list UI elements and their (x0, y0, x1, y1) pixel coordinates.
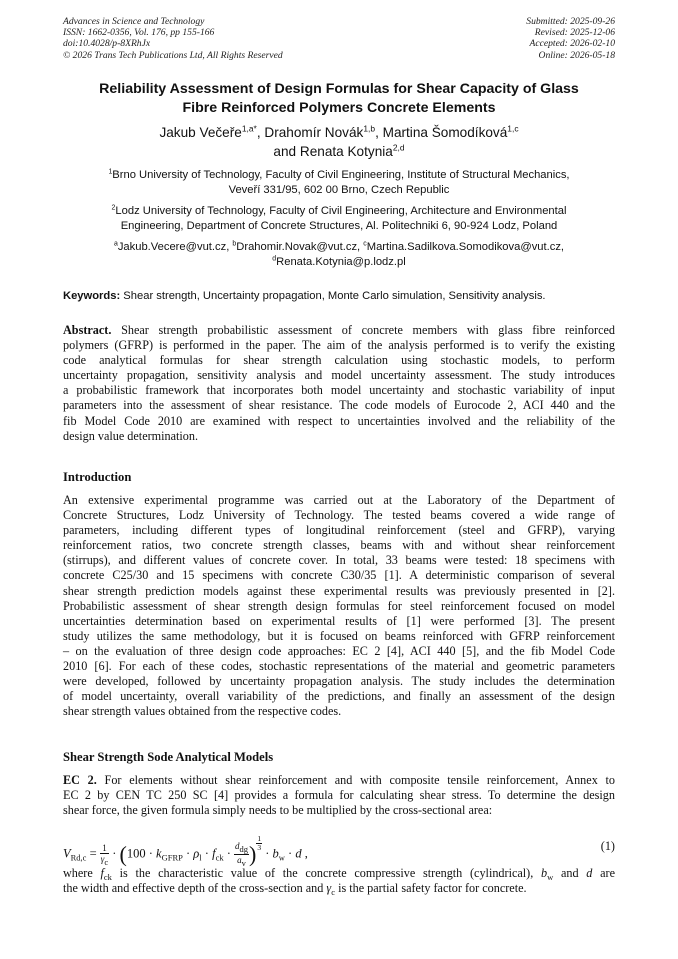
publication-dates (526, 16, 615, 61)
author-4: and Renata Kotynia (273, 144, 393, 159)
intro-line: (stirrups), and different values of concrete cover. In total, 33 beams were tested: 18 specimens with (63, 553, 615, 568)
eq-numerator: 1 (257, 834, 262, 843)
affiliation-1-line-2: Veveří 331/95, 602 00 Brno, Czech Republic (228, 184, 450, 196)
eq-subscript: dg (239, 844, 249, 855)
intro-line: Probabilistic assessment of shear strength design formulas for steel reinforcement focused on model (63, 598, 615, 613)
where-line (63, 881, 615, 896)
abstract (63, 323, 615, 444)
eq-operator: · (109, 846, 120, 861)
author-3-mark: 1,c (507, 123, 519, 134)
intro-line: were developed, followed by uncertainty propagation analysis. The study includes the determination (63, 674, 615, 689)
eq-constant: 100 · (126, 846, 157, 861)
abstract-line: uncertainty propagation, sensitivity analysis and model uncertainty assessment. The study introduces (63, 368, 615, 383)
email-a-mark: a (113, 240, 118, 248)
intro-line: An extensive experimental programme was carried out at the Laboratory of the Department of (63, 493, 615, 507)
date-accepted: Accepted: 2026-02-10 (529, 38, 615, 50)
where-line (63, 866, 615, 881)
journal-copyright: © 2026 Trans Tech Publications Ltd, All Rights Reserved (63, 49, 283, 61)
eq-operator: = (86, 846, 100, 861)
where-text: and (553, 866, 587, 880)
eq-subscript: l (199, 852, 202, 863)
affiliation-1-text-1: Brno University of Technology, Faculty of Civil Engineering, Institute of Structural Mechanics, (112, 169, 570, 181)
where-symbol: f (100, 866, 104, 880)
emails-line-1 (60, 240, 618, 255)
eq-subscript: Rd,c (70, 852, 87, 863)
eq-symbol: f (212, 846, 216, 861)
where-symbol: γ (326, 881, 332, 896)
author-2-mark: 1,b (363, 123, 376, 134)
eq-subscript: v (241, 858, 246, 869)
author-1: Jakub Večeře (159, 125, 242, 140)
date-online: Online: 2026-05-18 (538, 49, 615, 61)
affiliation-2-line-2: Engineering, Department of Concrete Structures, Al. Politechniki 6, 90-924 Lodz, Poland (120, 220, 558, 232)
eq-denominator: 3 (257, 843, 262, 852)
eq-numerator (234, 841, 249, 855)
equation-1 (63, 827, 615, 869)
email-b-mark: b (232, 240, 237, 248)
intro-line: reinforcement ratios, two concrete strength classes, beams with and without shear reinforcement (63, 538, 615, 553)
equation-body (63, 835, 308, 868)
eq-numerator: 1 (100, 843, 109, 854)
eq-operator: · (223, 846, 235, 861)
eq-subscript: ck (215, 852, 224, 863)
where-text: is the characteristic value of the concrete compressive strength (cylindrical), (111, 866, 541, 880)
ec2-line: EC 2 by CEN TC 250 SC [4] provides a formula for calculating shear stress. To determine the design (63, 788, 615, 803)
affiliation-2-line-1 (60, 204, 618, 219)
eq-operator: · (182, 846, 194, 861)
abstract-line: polymers (GFRP) is performed in the paper. The aim of the analysis performed is to verify the existing (63, 338, 615, 353)
authors-line-2 (50, 142, 628, 161)
eq-operator: · (201, 846, 213, 861)
where-text: where (63, 866, 101, 880)
keywords (63, 289, 615, 304)
author-list (50, 123, 628, 161)
journal-doi[interactable]: doi:10.4028/p-8XRhJx (63, 38, 151, 50)
eq-symbol: k (156, 846, 162, 861)
eq-operator: · (284, 846, 296, 861)
intro-line: concrete C25/30 and 15 specimens with concrete C30/35 [1]. A deterministic comparison of several (63, 568, 615, 583)
abstract-line: code analytical formulas for shear strength calculation using stochastic models, to perform (63, 353, 615, 368)
equation-explanation (63, 866, 615, 896)
eq-paren: ( (119, 841, 127, 867)
keywords-text: Shear strength, Uncertainty propagation, Monte Carlo simulation, Sensitivity analysis. (120, 290, 546, 302)
ec2-line (63, 773, 615, 788)
section-heading-introduction: Introduction (63, 470, 132, 484)
eq-subscript: c (104, 856, 109, 867)
intro-line: 2010 [6]. For each of these codes, stochastic representations of the material and geometric parameters (63, 659, 615, 674)
ec2-line: shear force, the given formula simply needs to be multiplied by the cross-sectional area: (63, 803, 493, 818)
paper-title (50, 80, 628, 118)
affiliation-2-mark: 2 (111, 204, 116, 212)
intro-line: study utilizes the same methodology, but it is focused on beams reinforced with GFRP reinforcement (63, 628, 615, 643)
title-line-1: Reliability Assessment of Design Formulas for Shear Capacity of Glass (99, 81, 579, 97)
intro-line: shear strength values obtained from the respective codes. (63, 704, 342, 719)
where-text: is the partial safety factor for concrete. (335, 881, 527, 896)
eq-subscript: GFRP (161, 852, 183, 863)
intro-line: of model uncertainty, overall variability of the predictions, and finally an assessment of the design (63, 689, 615, 704)
email-a[interactable]: Jakub.Vecere@vut.cz, (117, 241, 233, 253)
author-4-mark: 2,d (392, 142, 405, 153)
eq-symbol: d (295, 846, 302, 861)
affiliation-2 (60, 204, 618, 234)
where-symbol: d (586, 866, 593, 880)
where-subscript: w (547, 872, 554, 882)
where-subscript: c (331, 887, 336, 898)
affiliation-1-mark: 1 (108, 168, 113, 176)
abstract-label: Abstract. (63, 323, 112, 337)
date-submitted: Submitted: 2025-09-26 (526, 16, 615, 27)
date-revised: Revised: 2025-12-06 (534, 27, 615, 39)
intro-line: uncertainties determination based on experimental results of [1] were performed [3]. The present (63, 613, 615, 628)
equation-number: (1) (600, 839, 615, 853)
eq-fraction (100, 843, 109, 867)
authors-line-1 (50, 123, 628, 142)
email-d[interactable]: Renata.Kotynia@p.lodz.pl (276, 256, 406, 268)
ec2-paragraph (63, 773, 615, 818)
eq-denominator (100, 854, 109, 867)
eq-paren: ) (249, 841, 257, 867)
abstract-line: a probabilistic framework that incorporates both model uncertainty and stochastic variability of input (63, 383, 615, 398)
eq-fraction (234, 841, 249, 868)
eq-subscript: w (278, 852, 285, 863)
eq-symbol: b (272, 846, 279, 861)
ec2-label: EC 2. (63, 773, 97, 787)
eq-operator: · (262, 846, 273, 861)
author-2: , Drahomír Novák (256, 125, 364, 140)
author-emails (60, 240, 618, 270)
intro-line: shear strength prediction models against these experimental results was previously presented in [2]. (63, 583, 615, 598)
eq-symbol: ρ (193, 846, 200, 861)
where-symbol: b (541, 866, 548, 880)
author-3: , Martina Šomodíková (375, 125, 508, 140)
affiliation-1-line-1 (60, 168, 618, 183)
eq-symbol: V (63, 846, 71, 861)
introduction-body (63, 493, 615, 719)
keywords-label: Keywords: (63, 290, 121, 302)
eq-symbol: a (237, 855, 242, 866)
eq-symbol: d (235, 841, 240, 852)
journal-name: Advances in Science and Technology (63, 16, 205, 27)
section-heading-models: Shear Strength Sode Analytical Models (63, 750, 274, 764)
eq-punctuation: , (301, 846, 308, 861)
email-c[interactable]: Martina.Sadilkova.Somodikova@vut.cz, (366, 241, 565, 253)
abstract-line (63, 323, 615, 338)
where-text: are (592, 866, 615, 880)
intro-line: parameters, including different types of longitudinal reinforcement (steel and GFRP), varying (63, 523, 615, 538)
title-line-2: Fibre Reinforced Polymers Concrete Elements (182, 100, 496, 116)
affiliation-2-text-1: Lodz University of Technology, Faculty of Civil Engineering, Architecture and Environmental (115, 205, 567, 217)
eq-symbol: γ (100, 853, 105, 864)
ec2-line-text: For elements without shear reinforcement and with composite tensile reinforcement, Annex to (96, 773, 615, 787)
affiliation-1 (60, 168, 618, 198)
where-text: the width and effective depth of the cross-section and (63, 881, 327, 896)
intro-line: Concrete Structures, Lodz University of Technology. The tested beams covered a wide range of (63, 508, 615, 523)
abstract-line: parameters into the assessment of shear resistance. The code models of Eurocode 2, ACI 440 and the (63, 398, 615, 413)
abstract-line-text: Shear strength probabilistic assessment of concrete members with glass fibre reinforced (111, 323, 615, 337)
email-c-mark: c (363, 240, 367, 248)
intro-line: – on the evaluation of three design code approaches: EC 2 [4], ACI 440 [5], and the fib Model Code (63, 643, 615, 658)
email-d-mark: d (272, 255, 277, 263)
abstract-line: design value determination. (63, 428, 199, 443)
email-b[interactable]: Drahomir.Novak@vut.cz, (236, 241, 364, 253)
journal-issn: ISSN: 1662-0356, Vol. 176, pp 155-166 (63, 27, 215, 39)
emails-line-2 (60, 255, 618, 270)
author-1-mark: 1,a* (241, 123, 257, 134)
journal-info (63, 16, 283, 61)
abstract-line: fib Model Code 2010 are examined with respect to uncertainties involved and the reliability of the (63, 413, 615, 428)
where-subscript: ck (103, 872, 112, 882)
